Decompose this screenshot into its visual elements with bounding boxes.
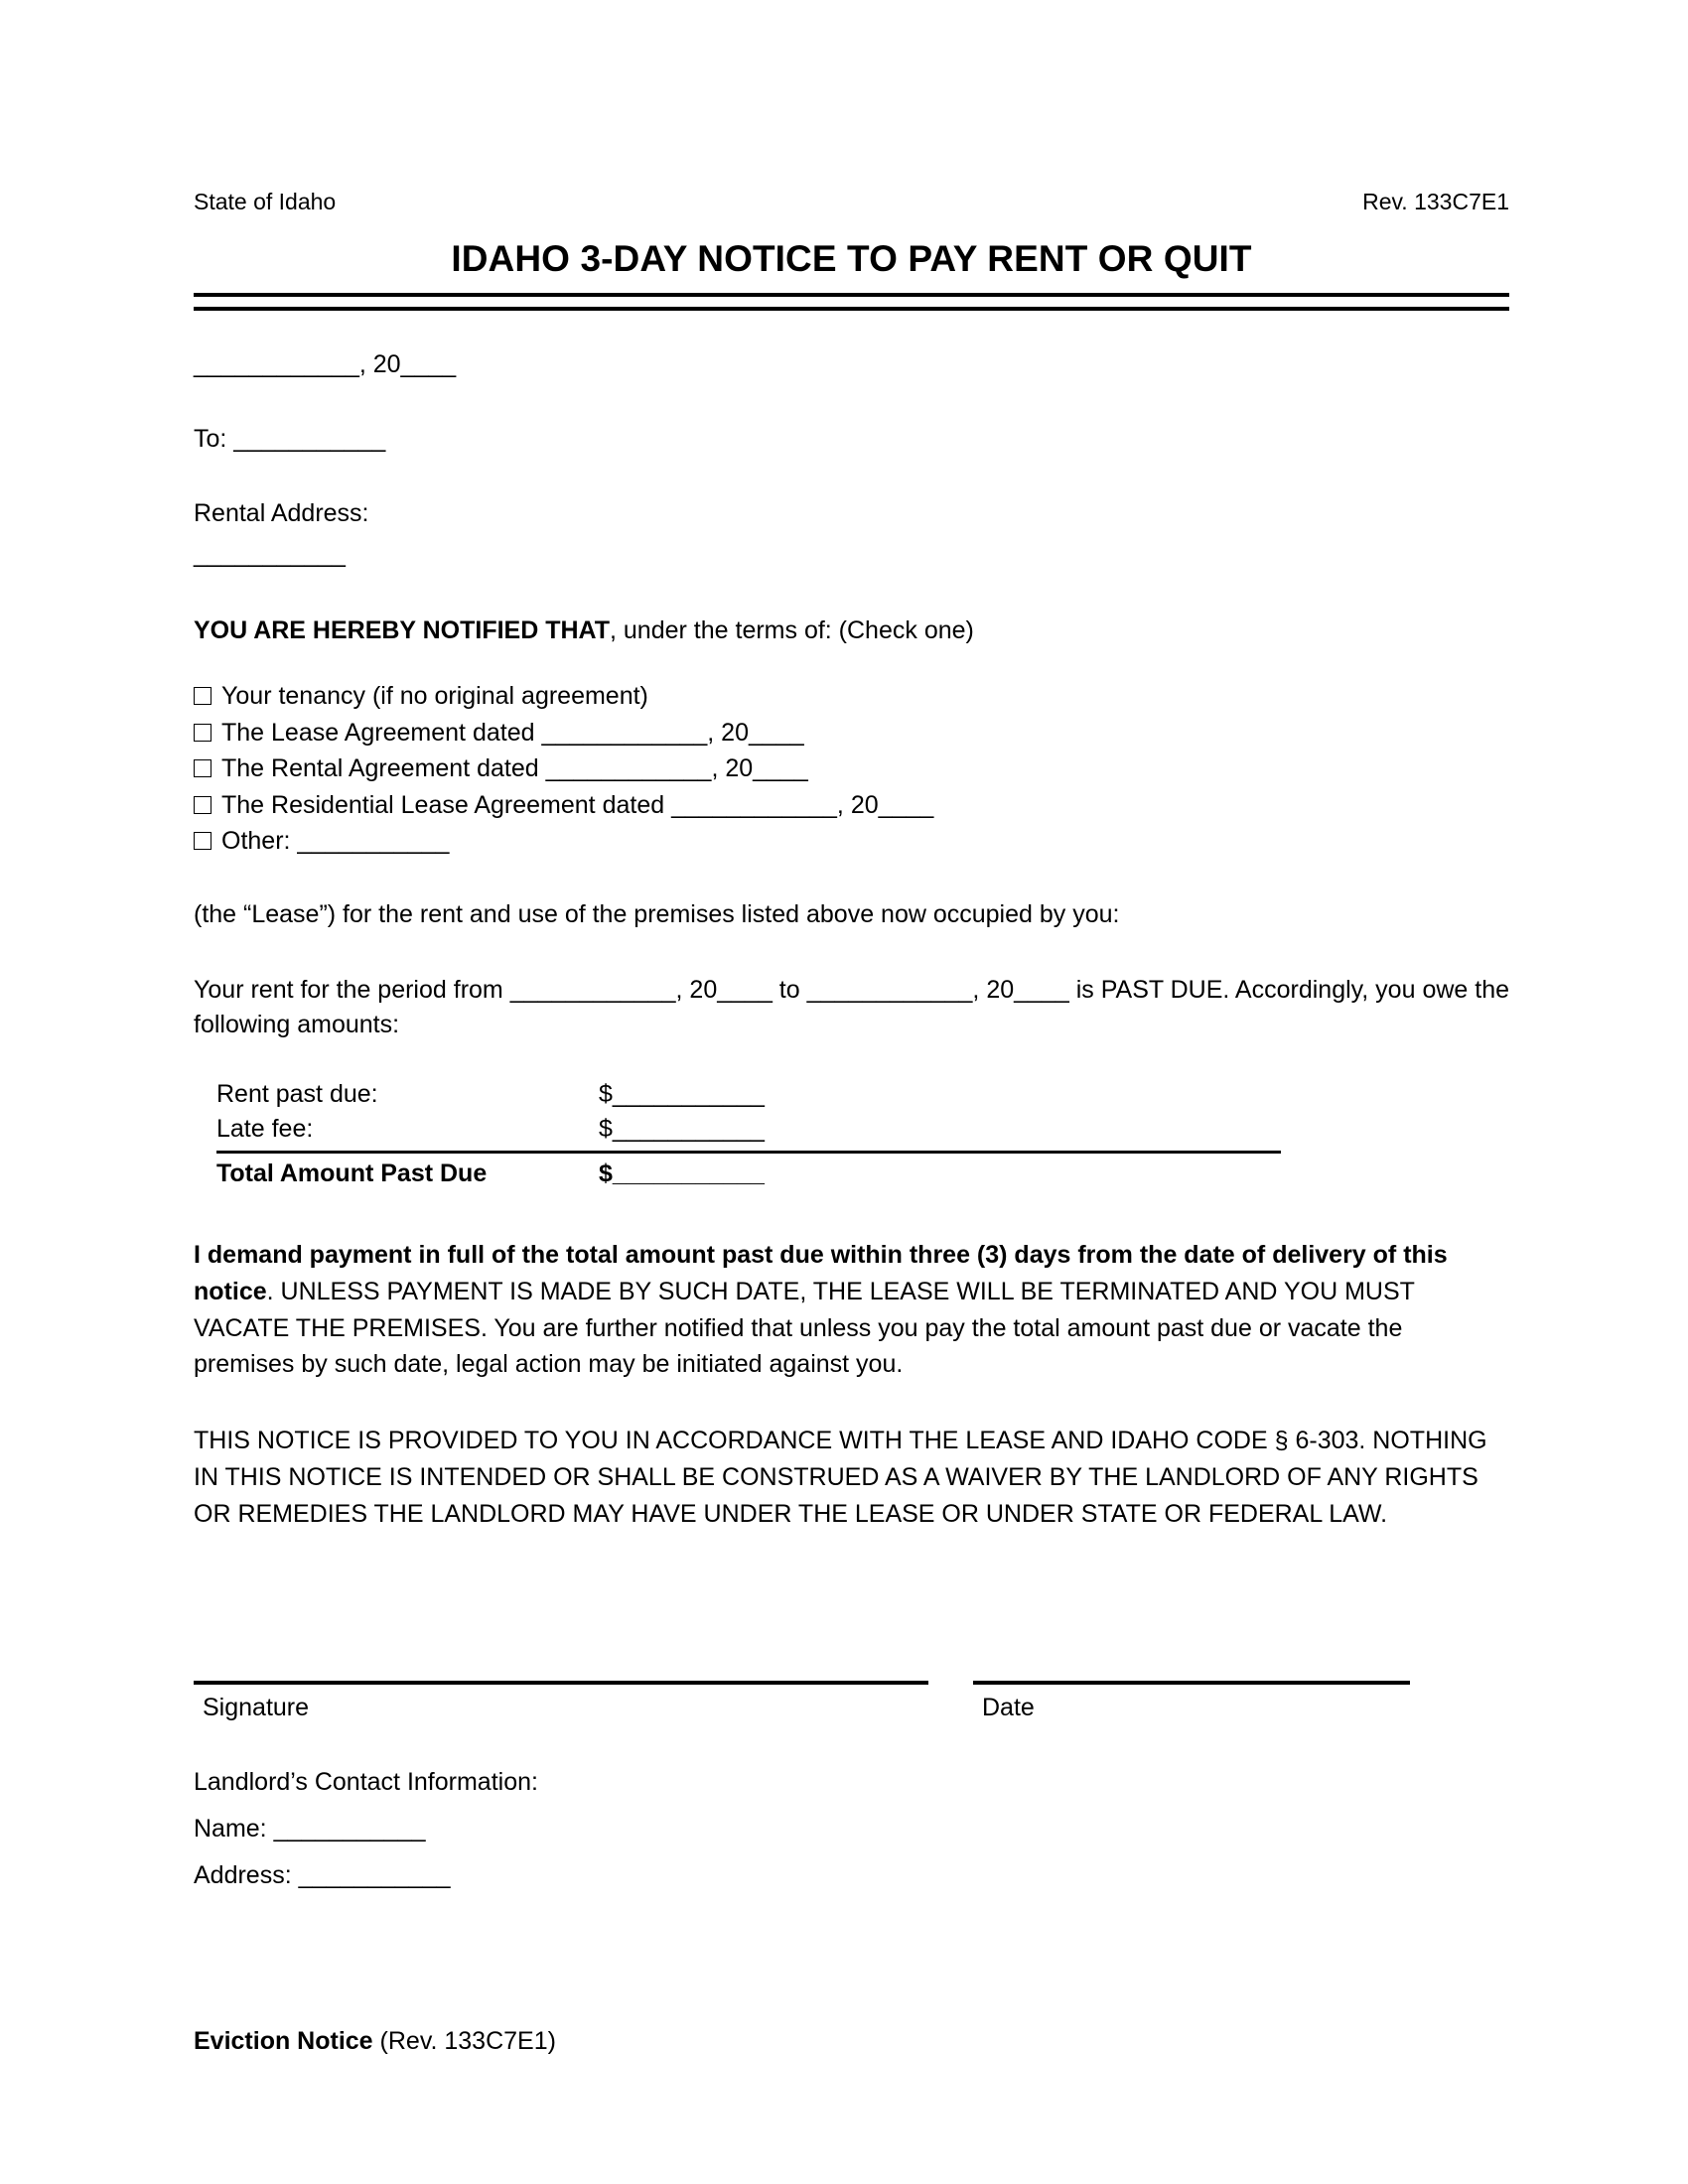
checkbox-label: Other: ___________ xyxy=(221,827,450,856)
landlord-contact-heading: Landlord’s Contact Information: xyxy=(194,1768,538,1797)
checkbox-option-other[interactable] xyxy=(194,826,1509,857)
notice-date-field[interactable]: ____________, 20____ xyxy=(194,350,457,379)
checkbox-option-tenancy[interactable] xyxy=(194,681,1509,712)
table-row-total xyxy=(216,1157,1304,1192)
footer-revision-text: (Rev. 133C7E1) xyxy=(372,2027,556,2056)
checkbox-icon[interactable] xyxy=(194,832,211,850)
checkbox-label: Your tenancy (if no original agreement) xyxy=(221,682,648,711)
document-content xyxy=(194,189,1509,2056)
date-line[interactable] xyxy=(973,1681,1410,1685)
date-label: Date xyxy=(982,1694,1035,1722)
notified-statement xyxy=(194,616,1509,645)
signature-column xyxy=(194,1681,928,1722)
amount-label-late-fee: Late fee: xyxy=(216,1115,314,1144)
checkbox-icon[interactable] xyxy=(194,796,211,814)
amounts-table xyxy=(216,1077,1304,1192)
demand-paragraph xyxy=(194,1237,1509,1383)
title-double-rule xyxy=(194,293,1509,311)
checkbox-label: The Rental Agreement dated ____________, 20____ xyxy=(221,754,808,783)
checkbox-icon[interactable] xyxy=(194,687,211,705)
amount-label-total: Total Amount Past Due xyxy=(216,1159,488,1187)
amount-field-late-fee[interactable]: $___________ xyxy=(599,1115,765,1144)
table-row xyxy=(216,1112,1304,1148)
notified-rest-text: , under the terms of: (Check one) xyxy=(610,616,974,645)
demand-rest-text: . UNLESS PAYMENT IS MADE BY SUCH DATE, THE LEASE WILL BE TERMINATED AND YOU MUST VACATE THE PREMISES. You are further notified that unless you pay the total amount past due or vacate the premises by such date, legal action may be initiated against you. xyxy=(194,1277,1415,1379)
amount-label-rent-past-due: Rent past due: xyxy=(216,1079,378,1108)
date-column xyxy=(973,1681,1410,1722)
checkbox-icon[interactable] xyxy=(194,724,211,742)
checkbox-label: The Residential Lease Agreement dated ____________, 20____ xyxy=(221,790,934,819)
agreement-checkbox-list xyxy=(194,681,1509,857)
landlord-address-field[interactable]: Address: ___________ xyxy=(194,1861,451,1890)
checkbox-option-rental-agreement[interactable] xyxy=(194,753,1509,784)
table-row xyxy=(216,1077,1304,1113)
revision-label: Rev. 133C7E1 xyxy=(1362,189,1509,214)
checkbox-label: The Lease Agreement dated ____________, 20____ xyxy=(221,718,804,747)
amount-field-total[interactable]: $___________ xyxy=(599,1159,765,1187)
document-footer xyxy=(194,2027,1509,2056)
notified-bold-text: YOU ARE HEREBY NOTIFIED THAT xyxy=(194,616,611,645)
checkbox-option-lease-agreement[interactable] xyxy=(194,718,1509,749)
footer-bold-text: Eviction Notice xyxy=(194,2027,373,2056)
demand-bold-text: I demand payment in full of the total amount past due within three (3) days from the date of delivery of this notice xyxy=(194,1241,1448,1305)
state-label: State of Idaho xyxy=(194,189,337,214)
landlord-name-field[interactable]: Name: ___________ xyxy=(194,1815,426,1843)
statutory-notice-paragraph: THIS NOTICE IS PROVIDED TO YOU IN ACCORDANCE WITH THE LEASE AND IDAHO CODE § 6-303. NOTHING IN THIS NOTICE IS INTENDED OR SHALL BE CONSTRUED AS A WAIVER BY THE LANDLORD OF ANY RIGHTS OR REMEDIES THE LANDLORD MAY HAVE UNDER THE LEASE OR UNDER STATE OR FEDERAL LAW. xyxy=(194,1427,1487,1528)
rental-address-field[interactable]: ___________ xyxy=(194,540,346,569)
document-header xyxy=(194,189,1509,216)
signature-line[interactable] xyxy=(194,1681,928,1685)
amount-field-rent-past-due[interactable]: $___________ xyxy=(599,1079,765,1108)
amounts-table-rule xyxy=(216,1151,1281,1154)
signature-label: Signature xyxy=(203,1694,310,1722)
signature-block xyxy=(194,1681,1509,1722)
checkbox-icon[interactable] xyxy=(194,759,211,777)
lease-definition-paragraph: (the “Lease”) for the rent and use of the premises listed above now occupied by you: xyxy=(194,899,1120,928)
checkbox-option-residential-lease-agreement[interactable] xyxy=(194,790,1509,821)
rent-period-paragraph[interactable]: Your rent for the period from ____________, 20____ to ____________, 20____ is PAST DUE. Accordingly, you owe the following amounts: xyxy=(194,975,1509,1039)
recipient-field[interactable]: To: ___________ xyxy=(194,425,386,454)
page-title: IDAHO 3-DAY NOTICE TO PAY RENT OR QUIT xyxy=(451,237,1252,279)
rental-address-label: Rental Address: xyxy=(194,499,369,528)
